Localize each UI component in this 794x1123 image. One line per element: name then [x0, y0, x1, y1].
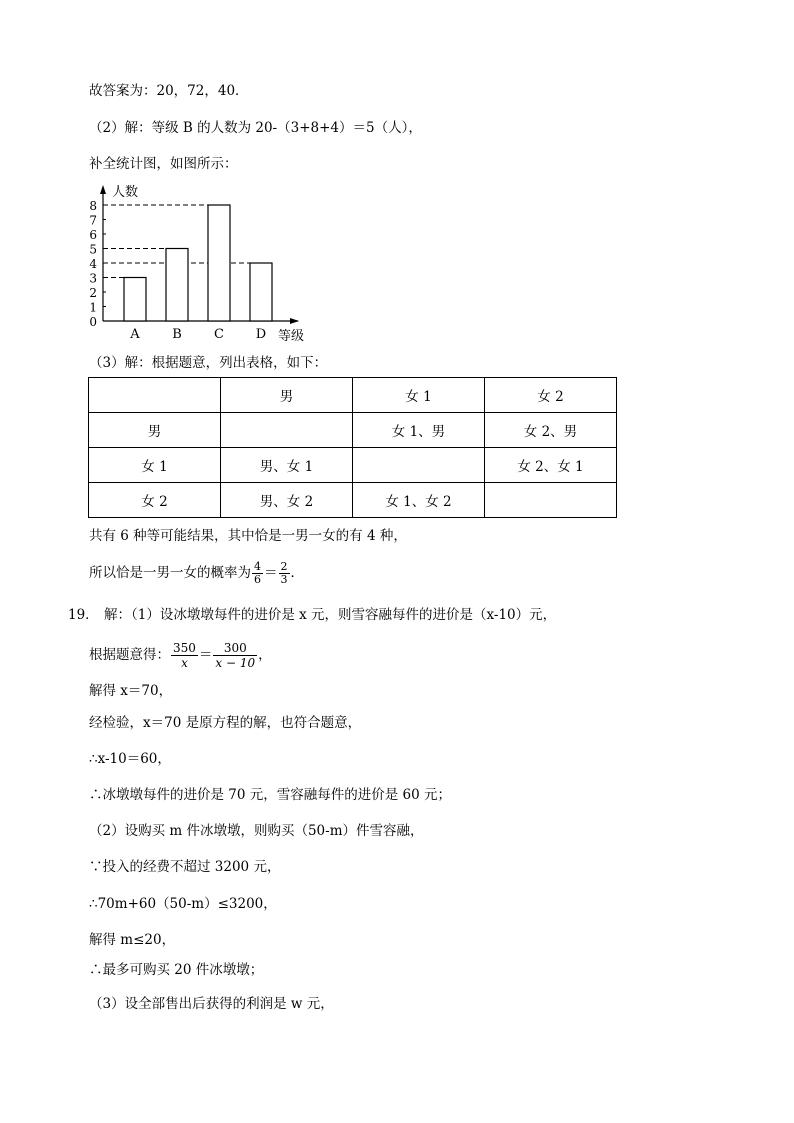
question-19-text: 解：（1）设冰墩墩每件的进价是 x 元，则雪容融每件的进价是（x-10）元，	[104, 607, 557, 623]
because-line: ∵投入的经费不超过 3200 元，	[89, 859, 281, 875]
table-cell: 女 1	[353, 378, 485, 413]
bar-b	[166, 249, 188, 322]
fraction-numerator: 350	[173, 640, 196, 655]
table-cell: 女 1、男	[353, 413, 485, 448]
x-tick-label: A	[130, 327, 140, 342]
part3-line: （3）解：根据题意，列出表格，如下：	[89, 355, 328, 371]
table-cell	[89, 378, 221, 413]
equation-line	[89, 635, 272, 675]
complete-chart-line: 补全统计图，如图所示：	[89, 156, 238, 172]
fraction-denominator: x − 10	[215, 655, 256, 670]
table-cell: 男、女 2	[221, 483, 353, 518]
fraction-350-x	[171, 641, 198, 670]
outcome-table	[88, 377, 617, 518]
table-cell: 女 2、男	[485, 413, 617, 448]
table-cell: 女 2、女 1	[485, 448, 617, 483]
table-row	[89, 413, 617, 448]
table-header-row	[89, 378, 617, 413]
table-cell: 女 1	[89, 448, 221, 483]
x-axis-arrow	[290, 318, 299, 324]
part3b-line: （3）设全部售出后获得的利润是 w 元，	[89, 996, 334, 1012]
bar-d	[250, 263, 272, 321]
solve-m-line: 解得 m≤20，	[89, 932, 176, 948]
y-tick-label: 4	[89, 257, 97, 271]
y-tick-label: 0	[89, 315, 97, 329]
most-line: ∴最多可购买 20 件冰墩墩；	[89, 962, 264, 978]
solve-x-line: 解得 x＝70，	[89, 683, 173, 699]
question-19-number: 19．	[68, 607, 99, 623]
bar-c	[208, 205, 230, 321]
table-cell: 男	[221, 378, 353, 413]
table-cell	[485, 483, 617, 518]
table-cell: 女 2	[89, 483, 221, 518]
equals-sign: ＝	[198, 647, 213, 663]
fraction-denominator: 3	[280, 572, 288, 586]
fraction-denominator: 6	[254, 572, 261, 586]
y-axis-arrow	[100, 185, 106, 194]
equals-sign: ＝	[264, 565, 278, 581]
comma: ，	[258, 647, 272, 663]
table-cell	[221, 413, 353, 448]
table-cell: 女 2	[485, 378, 617, 413]
y-tick-label: 8	[89, 199, 97, 213]
table-row	[89, 483, 617, 518]
by-meaning-label: 根据题意得：	[89, 647, 170, 663]
table-cell	[353, 448, 485, 483]
fraction-denominator: x	[181, 655, 188, 670]
table-cell: 女 1、女 2	[353, 483, 485, 518]
y-tick-label: 2	[89, 286, 97, 300]
inequality-line: ∴70m+60（50-m）≤3200，	[89, 896, 277, 912]
probability-line	[89, 556, 304, 590]
therefore-2-line: ∴冰墩墩每件的进价是 70 元，雪容融每件的进价是 60 元；	[89, 787, 452, 803]
x-tick-label: C	[214, 327, 224, 342]
fraction-numerator: 300	[213, 641, 257, 656]
check-line: 经检验，x＝70 是原方程的解，也符合题意，	[89, 715, 362, 731]
y-tick-label: 5	[89, 242, 97, 257]
fraction-numerator: 2	[280, 559, 288, 573]
y-tick-label: 3	[89, 271, 97, 286]
fraction-2-3	[279, 561, 290, 586]
bar-chart	[80, 180, 340, 345]
part2-line: （2）解：等级 B 的人数为 20-（3+8+4）＝5（人），	[89, 120, 422, 136]
answer-line: 故答案为：20，72，40．	[89, 83, 249, 99]
y-axis-label: 人数	[112, 185, 139, 200]
part2b-line: （2）设购买 m 件冰墩墩，则购买（50-m）件雪容融，	[89, 823, 424, 839]
table-cell: 男、女 1	[221, 448, 353, 483]
table-cell: 男	[89, 413, 221, 448]
fraction-numerator: 4	[254, 559, 261, 573]
therefore-1-line: ∴x-10＝60，	[89, 751, 171, 767]
x-tick-label: D	[255, 327, 267, 342]
y-tick-label: 7	[89, 213, 97, 228]
y-tick-label: 1	[89, 300, 97, 315]
total-outcomes-line: 共有 6 种等可能结果，其中恰是一男一女的有 4 种，	[89, 528, 407, 544]
bar-a	[124, 278, 146, 322]
fraction-4-6	[252, 561, 263, 586]
x-axis-label: 等级	[278, 329, 305, 344]
fraction-300-x-minus-10	[213, 641, 257, 670]
table-row	[89, 448, 617, 483]
y-tick-label: 6	[89, 228, 97, 242]
x-tick-label: B	[172, 327, 182, 342]
probability-prefix: 所以恰是一男一女的概率为	[89, 565, 251, 581]
period: ．	[290, 565, 304, 581]
